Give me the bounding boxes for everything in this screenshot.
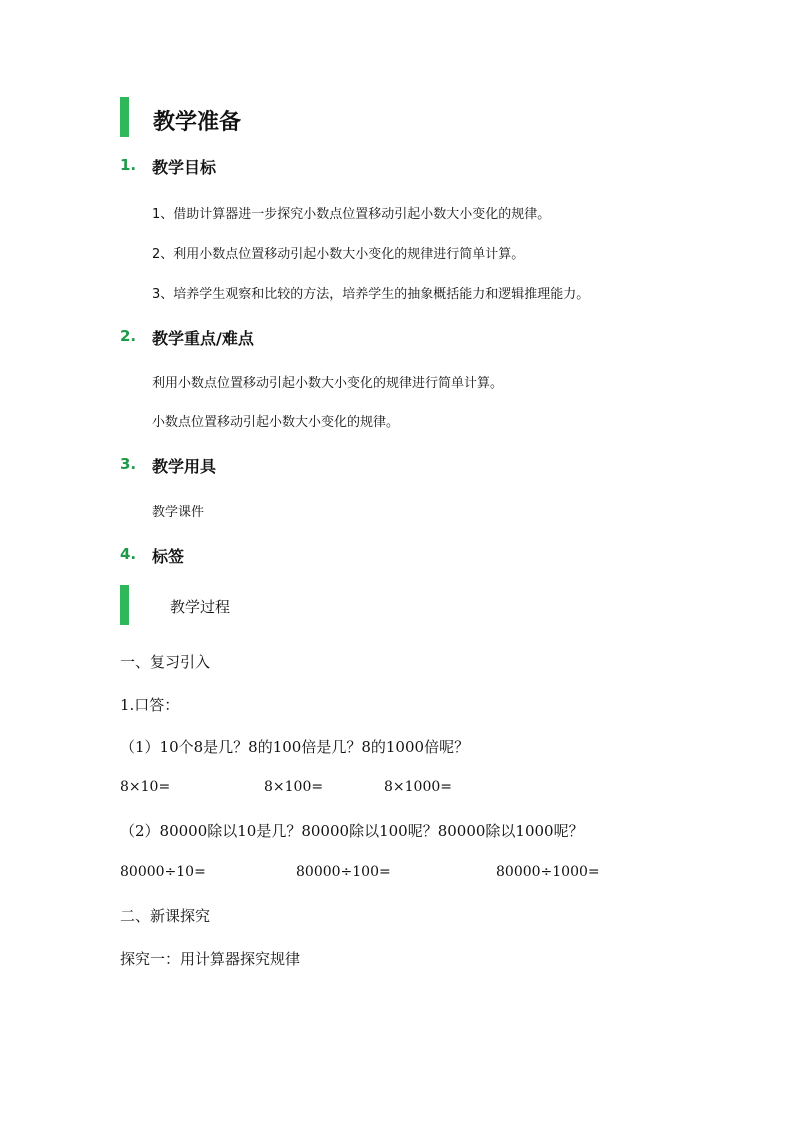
section-title: 标签 [152,547,185,566]
explore-heading: 探究一：用计算器探究规律 [120,950,301,968]
section-title: 教学重点/难点 [152,329,254,348]
key-point-item: 利用小数点位置移动引起小数大小变化的规律进行简单计算。 [152,376,504,391]
section-number: 4. [120,545,137,563]
equation: 80000÷10= [120,864,206,880]
section-marker-bar [120,585,129,625]
section-marker-bar [120,97,129,137]
section-number: 1. [120,156,137,174]
equation: 8×100= [264,779,324,795]
objective-item: 1、借助计算器进一步探究小数点位置移动引起小数大小变化的规律。 [152,207,551,222]
key-point-item: 小数点位置移动引起小数大小变化的规律。 [152,415,400,430]
equation: 80000÷1000= [496,864,600,880]
question-text: （2）80000除以10是几？80000除以100呢？80000除以1000呢？ [120,822,584,840]
section-number: 2. [120,327,137,345]
page-title: 教学准备 [153,110,242,135]
process-heading: 一、复习引入 [120,653,211,671]
equation: 80000÷100= [296,864,391,880]
section-title: 教学用具 [152,457,217,476]
oral-label: 1.口答： [120,696,180,714]
objective-item: 3、培养学生观察和比较的方法，培养学生的抽象概括能力和逻辑推理能力。 [152,287,590,302]
question-text: （1）10个8是几？8的100倍是几？8的1000倍呢？ [120,738,470,756]
section-number: 3. [120,455,137,473]
objective-item: 2、利用小数点位置移动引起小数大小变化的规律进行简单计算。 [152,247,525,262]
process-title: 教学过程 [170,598,231,616]
section-title: 教学目标 [152,158,217,177]
equation: 8×10= [120,779,171,795]
tools-text: 教学课件 [152,505,205,520]
process-heading: 二、新课探究 [120,907,211,925]
equation: 8×1000= [384,779,452,795]
